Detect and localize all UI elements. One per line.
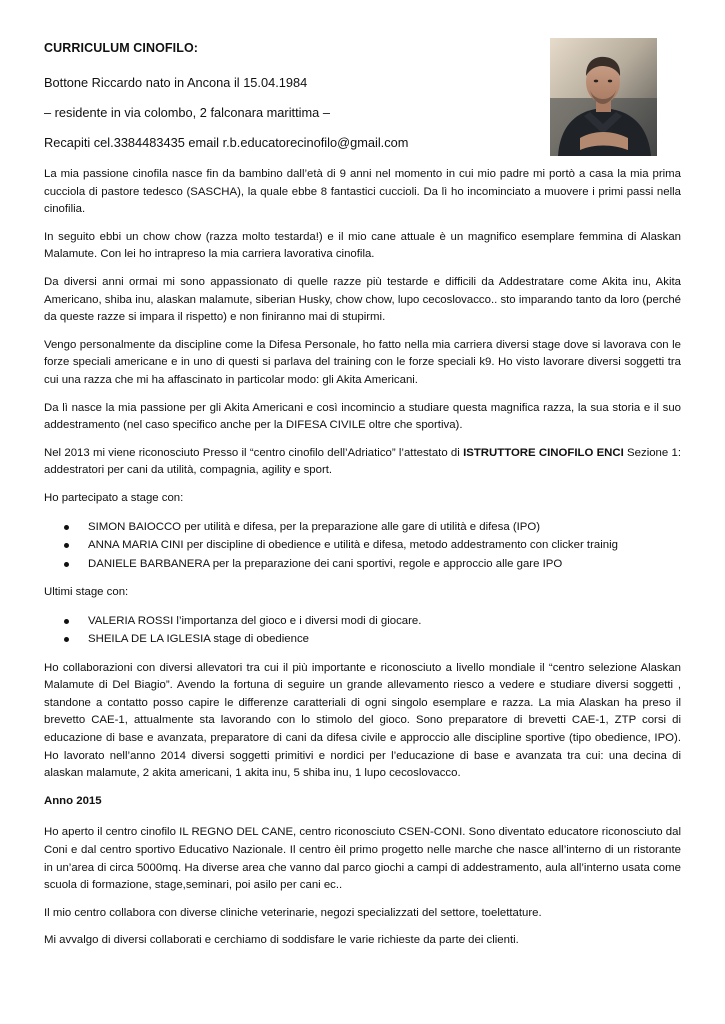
- contact-line: Recapiti cel.3384483435 email r.b.educatorecinofilo@gmail.com: [44, 134, 409, 150]
- address-line: – residente in via colombo, 2 falconara marittima –: [44, 104, 330, 120]
- profile-photo: [550, 38, 657, 156]
- cv-body: [44, 166, 681, 960]
- paragraph-breeds: Da diversi anni ormai mi sono appassionato di quelle razze più testarde e difficili da Addestratare come Akita inu, Akita Americano, shiba inu, alaskan malamute, siberian Husky, chow chow, lupo cecoslovacco.. sto imparando tanto da loro (perché da queste razze si impara il rispetto) e non finiranno mai di stupirmi.: [44, 275, 681, 324]
- year-heading: Anno 2015: [44, 794, 102, 807]
- cv-title: CURRICULUM CINOFILO:: [44, 41, 199, 55]
- list-item: DANIELE BARBANERA per la preparazione dei cani sportivi, regole e approccio alle gare IPO: [44, 555, 681, 574]
- paragraph-personal-defense: Vengo personalmente da discipline come la Difesa Personale, ho fatto nella mia carriera diversi stage dove si lavorava con le forze speciali americane e in uno di questi si parlava del training con le forze speciali k9. Ho visto lavorare diversi soggetti tra cui una razza che mi ha affascinato in particolar modo: gli Akita Americani.: [44, 338, 681, 386]
- last-stage-intro: Ultimi stage con:: [44, 586, 129, 598]
- stage-intro: Ho partecipato a stage con:: [44, 491, 184, 504]
- personal-info-line: Bottone Riccardo nato in Ancona il 15.04.1984: [44, 74, 308, 90]
- list-item: SIMON BAIOCCO per utilità e difesa, per la preparazione alle gare di utilità e difesa (IPO): [44, 518, 681, 537]
- list-item: SHEILA DE LA IGLESIA stage di obedience: [44, 630, 681, 649]
- certification-text: Nel 2013 mi viene riconosciuto Presso il “centro cinofilo dell’Adriatico” l’attestato di: [44, 446, 464, 459]
- list-item: VALERIA ROSSI l’importanza del gioco e i diversi modi di giocare.: [44, 612, 681, 631]
- intro-paragraph: La mia passione cinofila nasce fin da bambino dall’età di 9 anni nel momento in cui mio padre mi portò a casa la mia prima cucciola di pastore tedesco (SASCHA), la quale ebbe 8 fantastici cuccioli. Da lì ho incominciato a muovere i primi passi nella cinofilia.: [44, 168, 681, 216]
- last-stage-list: [44, 612, 681, 649]
- stage-list: [44, 518, 681, 574]
- cv-header: [44, 40, 524, 164]
- paragraph-akita: Da lì nasce la mia passione per gli Akita Americani e così incomincio a studiare questa magnifica razza, la sua storia e il suo addestramento (nel caso specifico anche per la DIFESA CIVILE oltre che sportiva).: [44, 401, 681, 432]
- list-item: ANNA MARIA CINI per discipline di obedience e utilità e difesa, metodo addestramento con clicker trainig: [44, 536, 681, 555]
- paragraph-partners: Il mio centro collabora con diverse cliniche veterinarie, negozi specializzati del settore, toelettature.: [44, 906, 542, 919]
- profile-photo-illustration: [550, 38, 657, 156]
- paragraph-collaborations: Ho collaborazioni con diversi allevatori tra cui il più importante e riconosciuto a livello mondiale il “centro selezione Alaskan Malamute di Del Biagio”. Avendo la fortuna di seguire un grande allevamento riesco a vedere e studiare diversi soggetti , standone a contatto posso capire le differenze caratteriali di ogni singolo esemplare e razza. La mia Alaskan ha preso il brevetto CAE-1, attualmente sta lavorando con lo stimolo del gioco. Sono preparatore di brevetti CAE-1, ZTP corsi di educazione di base e avanzata, preparatore di cani da difesa civile e approccio alle discipline sportive (tipo obedience, IPO). Ho lavorato nell’anno 2014 diversi soggetti primitivi e nordici per l’educazione di base e avanzata tra cui: una decina di alaskan malamute, 2 akita americani, 1 akita inu, 5 shiba inu, 1 lupo cecoslovacco.: [44, 661, 681, 780]
- paragraph-certification: [44, 445, 681, 480]
- certification-section: Sezione 1: addestratori per cani da utilità, compagnia, agility e sport.: [44, 446, 681, 477]
- paragraph-center: Ho aperto il centro cinofilo IL REGNO DEL CANE, centro riconosciuto CSEN-CONI. Sono diventato educatore riconosciuto dal Coni e dal centro sportivo Educativo Nazionale. Il centro èil primo progetto nelle marche che nasce all’interno di un ristorante in un’area di circa 5000mq. Ha diverse area che vanno dal parco giochi a campi di addestramento, aula all’interno usata come scuola di formazione, stage,seminari, poi asilo per cani ec..: [44, 826, 681, 892]
- paragraph-chow-chow: In seguito ebbi un chow chow (razza molto testarda!) e il mio cane attuale è un magnifico esemplare femmina di Alaskan Malamute. Con lei ho intrapreso la mia carriera lavorativa cinofila.: [44, 230, 681, 261]
- paragraph-clients: Mi avvalgo di diversi collaborati e cerchiamo di soddisfare le varie richieste da parte dei clienti.: [44, 934, 519, 947]
- certification-title: ISTRUTTORE CINOFILO ENCI: [463, 446, 624, 459]
